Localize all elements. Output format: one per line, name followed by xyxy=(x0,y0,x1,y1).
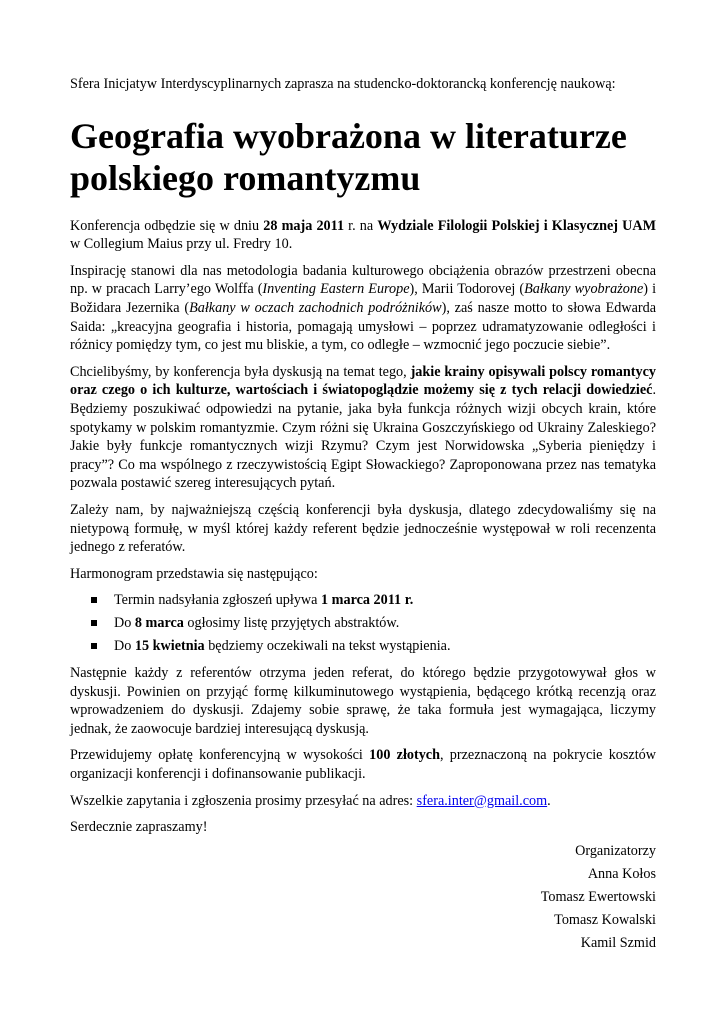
contact-text-end: . xyxy=(547,792,551,809)
contact-text: Wszelkie zapytania i zgłoszenia prosimy przesyłać na adres: xyxy=(70,792,417,809)
fee-amount: 100 złotych xyxy=(369,747,440,764)
paragraph-schedule-intro: Harmonogram przedstawia się następująco: xyxy=(70,565,318,582)
schedule-text: Do xyxy=(114,615,135,632)
venue-text-3: w Collegium Maius przy ul. Fredry 10. xyxy=(70,236,293,253)
signoff: Serdecznie zapraszamy! xyxy=(70,819,208,836)
square-bullet-icon xyxy=(91,620,97,626)
schedule-list xyxy=(70,591,656,656)
organizer-name: Tomasz Ewertowski xyxy=(540,889,656,905)
schedule-date: 8 marca xyxy=(134,615,184,632)
schedule-date: 1 marca 2011 r. xyxy=(321,592,414,609)
organizer-name: Tomasz Kowalski xyxy=(554,912,656,929)
paragraph-review-process: Następnie każdy z referentów otrzyma jeden referat, do którego będzie przygotowywał głos w dyskusji. Powinien on przyjąć formę kilkuminutowego wystąpienia, będącego krótką recenzją oraz wprowadzeniem do dyskusji. Zdajemy sobie sprawę, że taka formuła jest wymagająca, liczymy jednak, że zaowocuje bardziej interesującą dyskusją. xyxy=(70,665,656,737)
paragraph-discussion-topic xyxy=(70,363,656,493)
venue-faculty: Wydziale Filologii Polskiej i Klasycznej UAM xyxy=(377,217,657,234)
organizers-heading: Organizatorzy xyxy=(575,842,656,859)
schedule-text: Do xyxy=(114,638,135,655)
paragraph-inspiration xyxy=(70,262,656,355)
inspiration-text-1: Inspirację stanowi dla nas metodologia badania kulturowego obciążenia obrazów przestrzeni obecna np. w pracach Larry’ego Wolffa ( xyxy=(70,262,656,298)
intro-line: Sfera Inicjatyw Interdyscyplinarnych zaprasza na studencko-doktorancką konferencję naukową: xyxy=(70,76,616,92)
book-title-wolff: Inventing Eastern Europe xyxy=(262,281,410,298)
fee-text-2: , przeznaczoną na pokrycie kosztów organizacji konferencji i dofinansowanie publikacji. xyxy=(70,747,657,783)
title-line-2: polskiego romantyzmu xyxy=(70,157,421,198)
schedule-item xyxy=(70,591,656,610)
topic-highlight: jakie krainy opisywali polscy romantycy oraz czego o ich kulturze, wartościach i światopoglądzie możemy się z tych relacji dowiedzieć xyxy=(70,363,656,399)
organizer-name: Anna Kołos xyxy=(587,865,656,882)
venue-text-1: Konferencja odbędzie się w dniu xyxy=(70,217,264,234)
paragraph-venue xyxy=(70,217,656,254)
schedule-item xyxy=(70,614,656,633)
document-body xyxy=(70,217,656,953)
conference-date: 28 maja 2011 xyxy=(263,217,345,234)
schedule-item xyxy=(70,637,656,656)
organizer-name: Kamil Szmid xyxy=(580,935,656,952)
paragraph-fee xyxy=(70,746,656,783)
email-link[interactable]: sfera.inter@gmail.com xyxy=(416,792,548,809)
schedule-date: 15 kwietnia xyxy=(134,638,205,655)
inspiration-text-2: ), Marii Todorovej ( xyxy=(409,281,525,298)
venue-text-2: r. na xyxy=(344,217,378,234)
paragraph-contact xyxy=(70,792,656,811)
book-title-jezernik: Bałkany w oczach zachodnich podróżników xyxy=(189,299,442,316)
fee-text-1: Przewidujemy opłatę konferencyjną w wysokości xyxy=(70,747,370,764)
topic-text-1: Chcielibyśmy, by konferencja była dyskusją na temat tego, xyxy=(70,363,411,380)
book-title-todorova: Bałkany wyobrażone xyxy=(524,281,644,298)
square-bullet-icon xyxy=(91,597,97,603)
schedule-text: ogłosimy listę przyjętych abstraktów. xyxy=(183,615,400,632)
title-line-1: Geografia wyobrażona w literaturze xyxy=(70,115,627,156)
schedule-text: będziemy oczekiwali na tekst wystąpienia. xyxy=(204,638,451,655)
square-bullet-icon xyxy=(91,643,97,649)
organizers-block xyxy=(70,842,656,953)
inspiration-text-3: ) i Božidara Jezernika ( xyxy=(70,281,657,316)
topic-text-2: . Będziemy poszukiwać odpowiedzi na pytanie, jaka była funkcja różnych wizji obcych krain, które spotykamy w polskim romantyzmie. Czym różni się Ukraina Goszczyńskiego od Ukrainy Zaleskiego? Jakie były funkcje romantycznych wizji Rzymu? Czym jest Norwidowska „Syberia pieniędzy i pracy”? Co ma wspólnego z rzeczywistością Egipt Słowackiego? Zaproponowana przez nas tematyka pozwala postawić szereg interesujących pytań. xyxy=(70,382,656,492)
document-title xyxy=(70,115,656,199)
schedule-text: Termin nadsyłania zgłoszeń upływa xyxy=(114,592,322,609)
inspiration-text-4: ), zaś nasze motto to słowa Edwarda Saida: „kreacyjna geografia i historia, pomagają umysłowi – poprzez udramatyzowanie odległości i różnicy pomiędzy tym, co jest mu bliskie, a tym, co odległe – wzmocnić jego poczucie siebie”. xyxy=(70,299,656,354)
paragraph-format: Zależy nam, by najważniejszą częścią konferencji była dyskusja, dlatego zdecydowaliśmy się na nietypową formułę, w myśl której każdy referent będzie jednocześnie występował w roli recenzenta jednego z referatów. xyxy=(70,501,656,556)
